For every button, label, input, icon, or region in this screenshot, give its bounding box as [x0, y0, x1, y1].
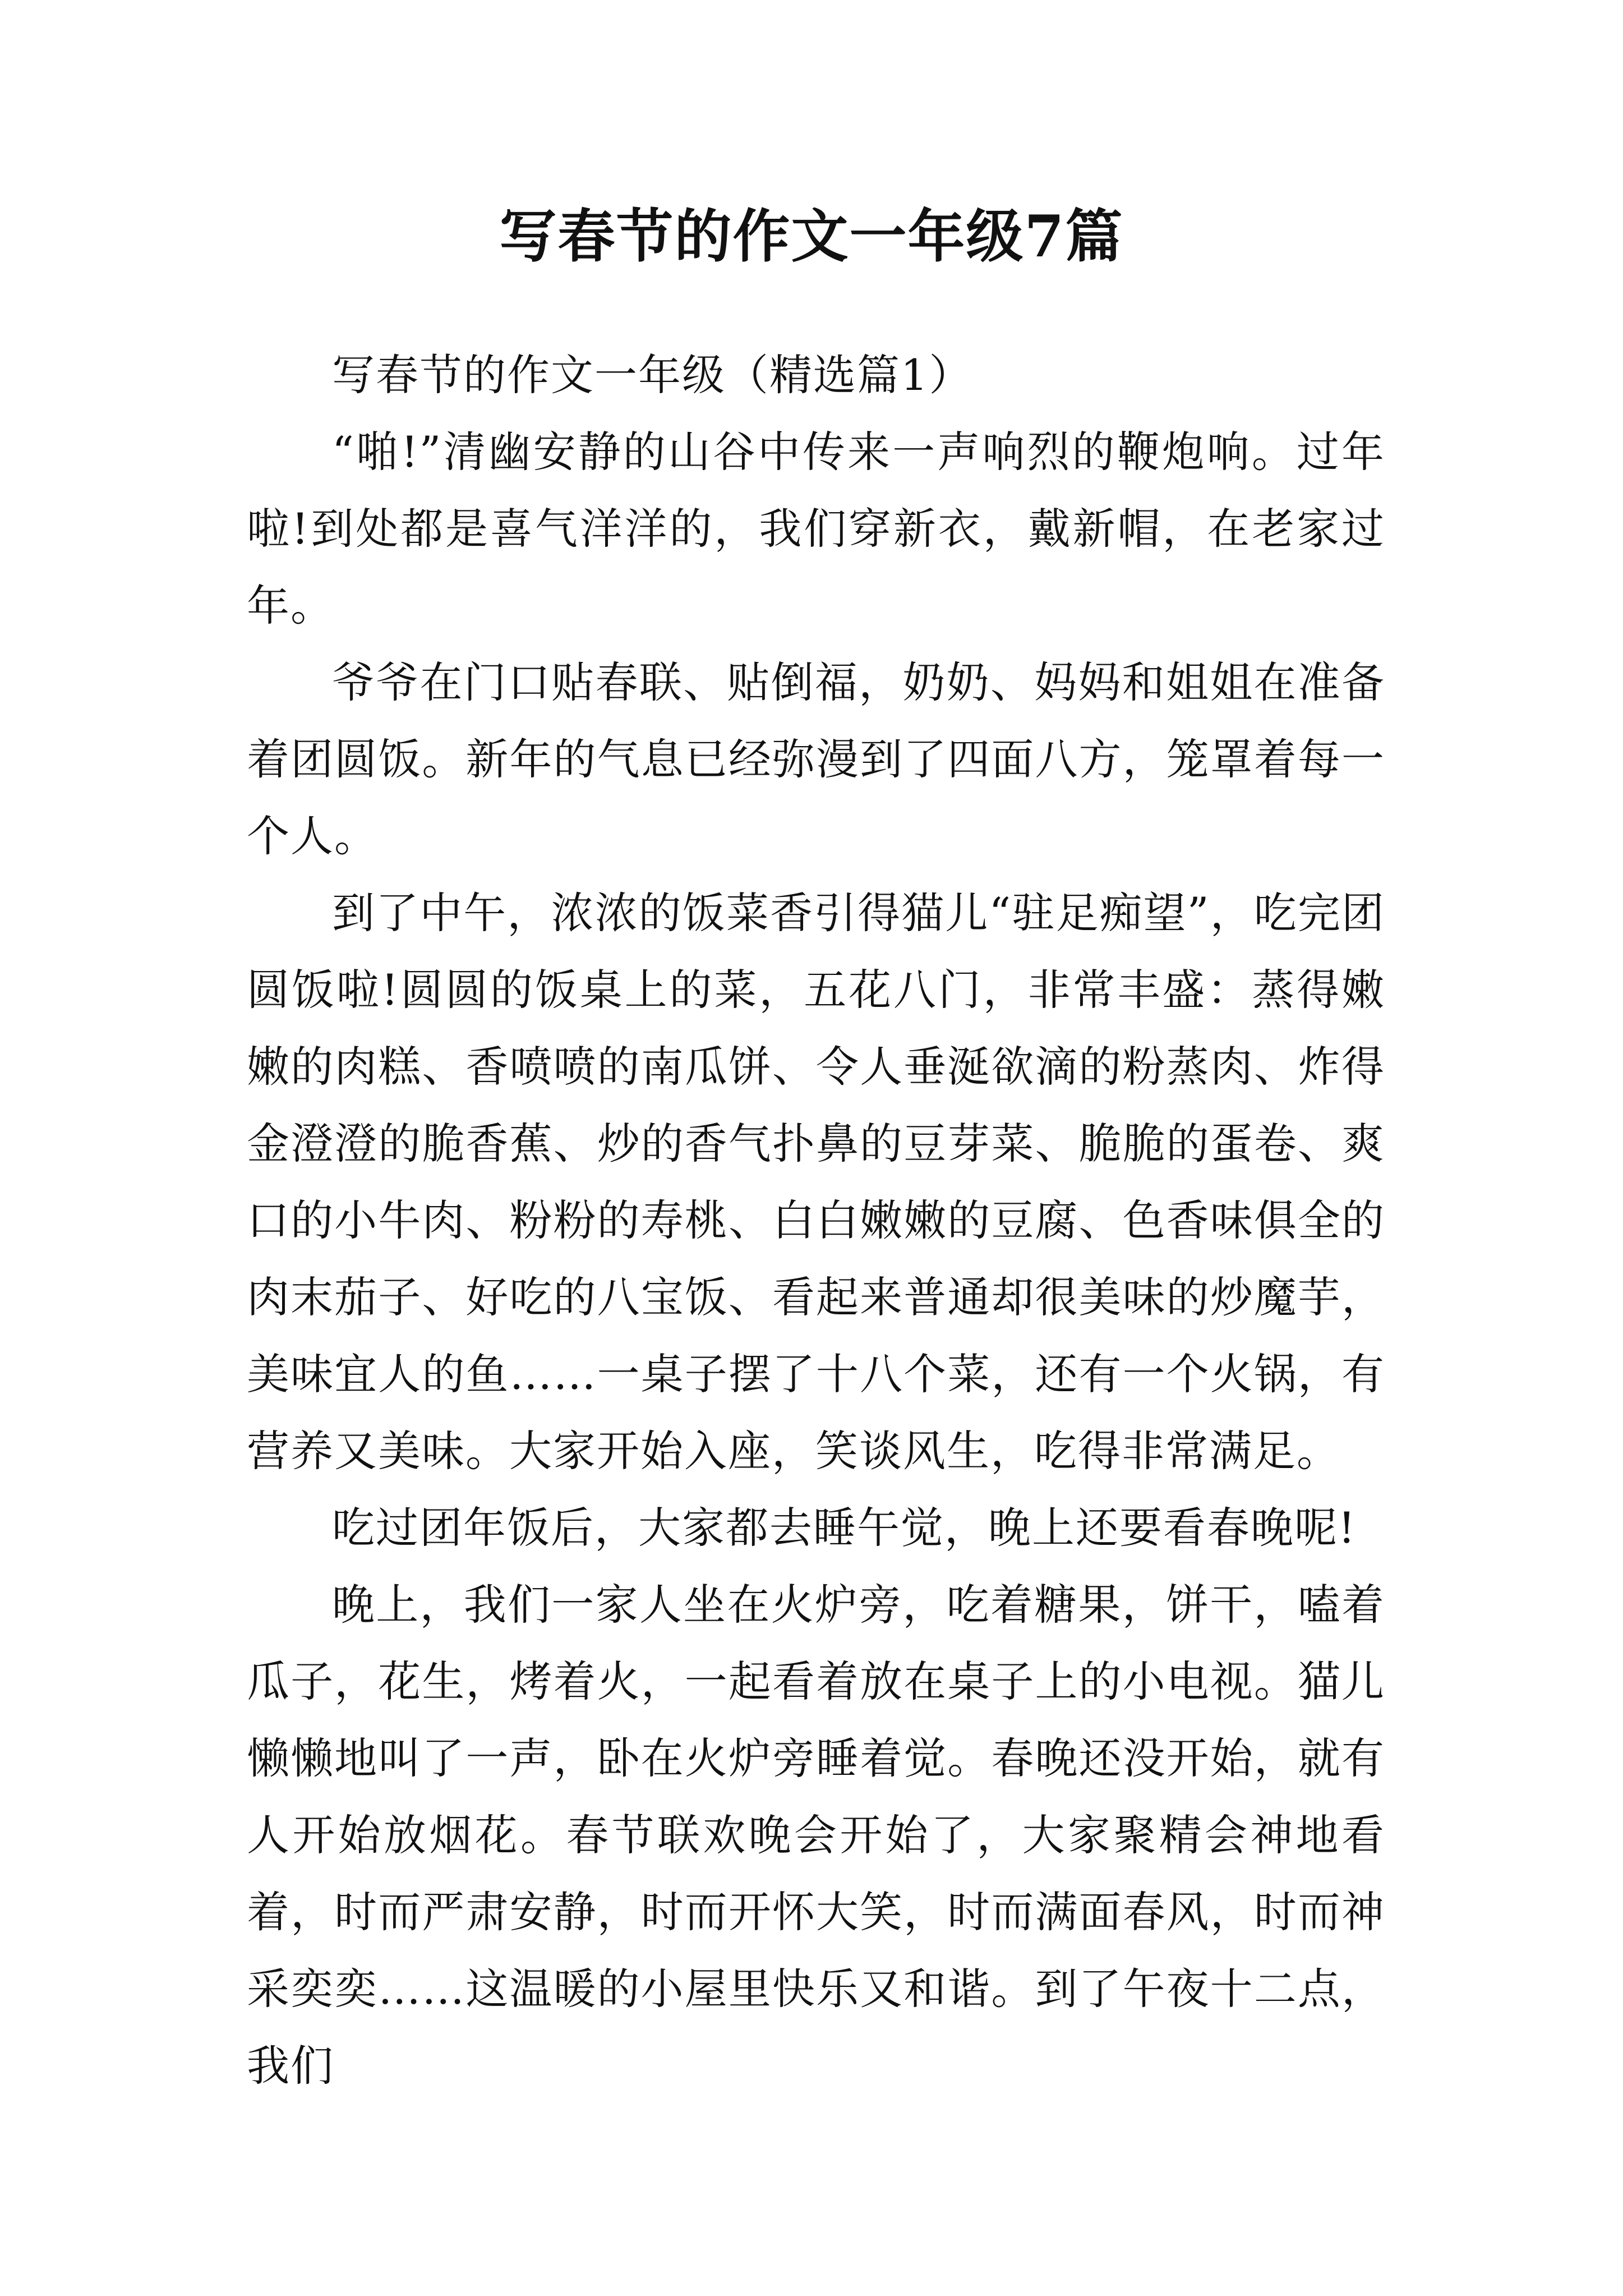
document-body [247, 337, 1385, 2104]
paragraph: 爷爷在门口贴春联、贴倒福，奶奶、妈妈和姐姐在准备着团圆饭。新年的气息已经弥漫到了四面八方，笼罩着每一个人。 [247, 657, 1385, 861]
section-heading: 写春节的作文一年级（精选篇1） [332, 350, 973, 400]
paragraph: “啪!”清幽安静的山谷中传来一声响烈的鞭炮响。过年啦!到处都是喜气洋洋的，我们穿新衣，戴新帽，在老家过年。 [247, 427, 1385, 631]
document-title: 写春节的作文一年级7篇 [499, 203, 1124, 270]
paragraph: 吃过团年饭后，大家都去睡午觉，晚上还要看春晚呢! [332, 1503, 1357, 1553]
paragraph: 到了中午，浓浓的饭菜香引得猫儿“驻足痴望”，吃完团圆饭啦!圆圆的饭桌上的菜，五花八门，非常丰盛：蒸得嫩嫩的肉糕、香喷喷的南瓜饼、令人垂涎欲滴的粉蒸肉、炸得金澄澄的脆香蕉、炒的香气扑鼻的豆芽菜、脆脆的蛋卷、爽口的小牛肉、粉粉的寿桃、白白嫩嫩的豆腐、色香味俱全的肉末茄子、好吃的八宝饭、看起来普通却很美味的炒魔芋，美味宜人的鱼……一桌子摆了十八个菜，还有一个火锅，有营养又美味。大家开始入座，笑谈风生，吃得非常满足。 [247, 888, 1385, 1476]
paragraph: 晚上，我们一家人坐在火炉旁，吃着糖果，饼干，嗑着瓜子，花生，烤着火，一起看着放在桌子上的小电视。猫儿懒懒地叫了一声，卧在火炉旁睡着觉。春晚还没开始，就有人开始放烟花。春节联欢晚会开始了，大家聚精会神地看着，时而严肃安静，时而开怀大笑，时而满面春风，时而神采奕奕……这温暖的小屋里快乐又和谐。到了午夜十二点，我们 [247, 1580, 1385, 2091]
